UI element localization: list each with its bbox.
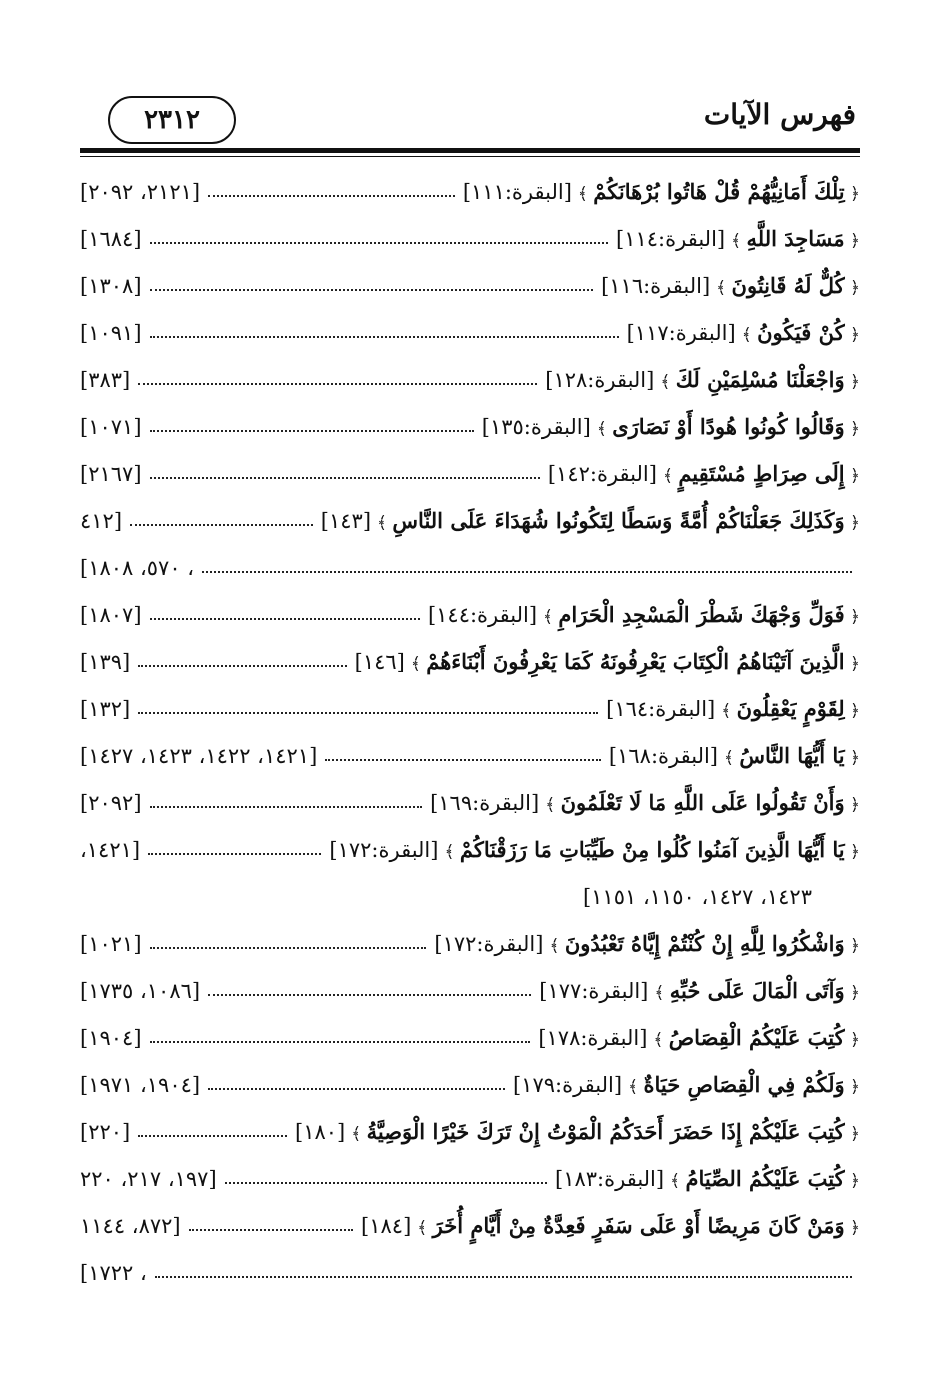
ornate-bracket-close-icon: ﴾ bbox=[724, 748, 740, 768]
entry-page-refs: [٢١٦٧] bbox=[80, 461, 142, 486]
ornate-bracket-open-icon: ﴿ bbox=[844, 983, 860, 1003]
index-entry bbox=[80, 403, 860, 450]
dot-leader bbox=[325, 759, 601, 761]
verse-text: وَقَالُوا كُونُوا هُودًا أَوْ نَصَارَى bbox=[612, 414, 845, 439]
verse-text: كُتِبَ عَلَيْكُمْ إِذَا حَضَرَ أَحَدَكُمُ الْمَوْتُ إِنْ تَرَكَ خَيْرًا الْوَصِيَّةُ bbox=[366, 1119, 845, 1144]
entry-page-refs: [١٩٠٤، ١٩٧١] bbox=[80, 1072, 201, 1097]
verse-text: الَّذِينَ آتَيْنَاهُمُ الْكِتَابَ يَعْرِفُونَهُ كَمَا يَعْرِفُونَ أَبْنَاءَهُمْ bbox=[426, 649, 845, 674]
dot-leader bbox=[138, 712, 598, 714]
verse-text: وَمَنْ كَانَ مَرِيضًا أَوْ عَلَى سَفَرٍ فَعِدَّةٌ مِنْ أَيَّامٍ أُخَرَ bbox=[432, 1213, 845, 1238]
verse-text: يَا أَيُّهَا النَّاسُ bbox=[739, 743, 845, 768]
entry-verse bbox=[549, 931, 860, 956]
dot-leader bbox=[138, 1135, 287, 1137]
ornate-bracket-close-icon: ﴾ bbox=[417, 1218, 433, 1238]
entry-verse bbox=[731, 226, 860, 251]
ornate-bracket-close-icon: ﴾ bbox=[543, 607, 559, 627]
ornate-bracket-close-icon: ﴾ bbox=[549, 936, 565, 956]
entry-citation: [البقرة:١٧٢] bbox=[329, 837, 439, 862]
entry-page-refs: [١٨٠٧] bbox=[80, 602, 142, 627]
verse-text: وَآتَى الْمَالَ عَلَى حُبِّهِ bbox=[669, 978, 845, 1003]
index-entry bbox=[80, 826, 860, 873]
verse-text: تِلْكَ أَمَانِيُّهُمْ قُلْ هَاتُوا بُرْهَانَكُمْ bbox=[593, 179, 845, 204]
ornate-bracket-close-icon: ﴾ bbox=[377, 513, 393, 533]
index-entry bbox=[80, 920, 860, 967]
entry-page-refs: [١٠٨٦، ١٧٣٥] bbox=[80, 978, 201, 1003]
verse-text: مَسَاجِدَ اللَّهِ bbox=[746, 226, 845, 251]
ornate-bracket-close-icon: ﴾ bbox=[410, 654, 427, 674]
verse-text: إِلَى صِرَاطٍ مُسْتَقِيمٍ bbox=[678, 461, 845, 486]
ornate-bracket-close-icon: ﴾ bbox=[628, 1077, 644, 1097]
entry-verse bbox=[417, 1213, 860, 1238]
verse-index-list bbox=[80, 168, 860, 1296]
verse-text: كُتِبَ عَلَيْكُمُ الْقِصَاصُ bbox=[668, 1025, 845, 1050]
index-entry-continuation bbox=[80, 1249, 860, 1296]
entry-verse bbox=[653, 1025, 860, 1050]
ornate-bracket-close-icon: ﴾ bbox=[654, 983, 670, 1003]
dot-leader bbox=[225, 1182, 547, 1184]
ornate-bracket-open-icon: ﴿ bbox=[844, 184, 860, 204]
ornate-bracket-close-icon: ﴾ bbox=[351, 1124, 367, 1144]
ornate-bracket-close-icon: ﴾ bbox=[653, 1030, 669, 1050]
entry-page-refs: [١٣٩] bbox=[80, 649, 131, 674]
entry-citation: [البقرة:١٧٨] bbox=[538, 1025, 648, 1050]
entry-verse bbox=[444, 837, 860, 862]
index-entry bbox=[80, 1108, 860, 1155]
header-rule-thick bbox=[80, 148, 860, 153]
verse-text: وَاشْكُرُوا لِلَّهِ إِنْ كُنْتُمْ إِيَّاهُ تَعْبُدُونَ bbox=[564, 931, 845, 956]
entry-page-refs: [١٩٠٤] bbox=[80, 1025, 142, 1050]
ornate-bracket-close-icon: ﴾ bbox=[721, 701, 737, 721]
ornate-bracket-open-icon: ﴿ bbox=[844, 654, 860, 674]
entry-citation: [١٨٤] bbox=[361, 1213, 412, 1238]
verse-text: فَوَلِّ وَجْهَكَ شَطْرَ الْمَسْجِدِ الْحَرَامِ bbox=[558, 602, 845, 627]
dot-leader bbox=[189, 1229, 353, 1231]
verse-text: كُنْ فَيَكُونُ bbox=[757, 320, 845, 345]
entry-page-refs: ١٤٢٣، ١٤٢٧، ١١٥٠، ١١٥١] bbox=[582, 884, 812, 909]
ornate-bracket-close-icon: ﴾ bbox=[670, 1171, 686, 1191]
index-entry bbox=[80, 638, 860, 685]
ornate-bracket-open-icon: ﴿ bbox=[844, 419, 860, 439]
entry-page-refs: [١٠٢١] bbox=[80, 931, 142, 956]
entry-verse bbox=[716, 273, 860, 298]
ornate-bracket-open-icon: ﴿ bbox=[844, 748, 860, 768]
ornate-bracket-open-icon: ﴿ bbox=[844, 1077, 860, 1097]
index-entry-continuation bbox=[80, 544, 860, 591]
entry-page-refs: ، ١٧٢٢] bbox=[80, 1260, 147, 1285]
entry-verse bbox=[543, 602, 860, 627]
dot-leader bbox=[150, 1041, 531, 1043]
entry-page-refs: [١٤٢١، bbox=[80, 837, 141, 862]
entry-page-refs: ، ٥٧٠، ١٨٠٨] bbox=[80, 555, 195, 580]
ornate-bracket-open-icon: ﴿ bbox=[844, 1218, 860, 1238]
dot-leader bbox=[150, 947, 427, 949]
verse-text: كُلٌّ لَهُ قَانِتُونَ bbox=[731, 273, 845, 298]
dot-leader bbox=[150, 477, 540, 479]
ornate-bracket-open-icon: ﴿ bbox=[844, 466, 860, 486]
entry-page-refs: [١٤٢١، ١٤٢٢، ١٤٢٣، ١٤٢٧] bbox=[80, 743, 318, 768]
dot-leader bbox=[150, 242, 608, 244]
header-rule-thin bbox=[80, 156, 860, 157]
dot-leader bbox=[208, 1088, 505, 1090]
entry-verse bbox=[377, 508, 860, 533]
dot-leader bbox=[138, 665, 346, 667]
index-entry bbox=[80, 779, 860, 826]
dot-leader bbox=[150, 430, 474, 432]
dot-leader bbox=[202, 571, 852, 573]
page-title: فهرس الآيات bbox=[703, 98, 856, 131]
index-entry bbox=[80, 1202, 860, 1249]
entry-citation: [البقرة:١٢٨] bbox=[545, 367, 655, 392]
index-entry bbox=[80, 450, 860, 497]
entry-citation: [البقرة:١٧٩] bbox=[512, 1072, 623, 1097]
index-entry bbox=[80, 1155, 860, 1202]
entry-verse bbox=[628, 1072, 860, 1097]
dot-leader bbox=[155, 1276, 852, 1278]
entry-verse bbox=[578, 179, 860, 204]
entry-verse bbox=[411, 649, 860, 674]
dot-leader bbox=[150, 618, 420, 620]
index-entry bbox=[80, 1061, 860, 1108]
dot-leader bbox=[150, 806, 423, 808]
ornate-bracket-close-icon: ﴾ bbox=[444, 842, 460, 862]
verse-text: كُتِبَ عَلَيْكُمُ الصِّيَامُ bbox=[685, 1166, 845, 1191]
entry-verse bbox=[545, 790, 860, 815]
entry-page-refs: [٢٠٩٢] bbox=[80, 790, 142, 815]
dot-leader bbox=[208, 994, 531, 996]
index-entry bbox=[80, 967, 860, 1014]
page-number-badge bbox=[108, 96, 236, 144]
entry-citation: [البقرة:١٣٥] bbox=[481, 414, 591, 439]
verse-text: وَكَذَلِكَ جَعَلْنَاكُمْ أُمَّةً وَسَطًا لِتَكُونُوا شُهَدَاءَ عَلَى النَّاسِ bbox=[392, 508, 845, 533]
dot-leader bbox=[150, 289, 594, 291]
index-entry bbox=[80, 497, 860, 544]
ornate-bracket-open-icon: ﴿ bbox=[844, 231, 860, 251]
entry-page-refs: [٣٨٣] bbox=[80, 367, 131, 392]
index-entry bbox=[80, 685, 860, 732]
entry-verse bbox=[654, 978, 860, 1003]
dot-leader bbox=[138, 383, 537, 385]
ornate-bracket-open-icon: ﴿ bbox=[844, 1124, 860, 1144]
dot-leader bbox=[208, 195, 455, 197]
dot-leader bbox=[150, 336, 619, 338]
ornate-bracket-open-icon: ﴿ bbox=[844, 372, 860, 392]
entry-citation: [١٨٠] bbox=[295, 1119, 346, 1144]
entry-verse bbox=[597, 414, 860, 439]
ornate-bracket-open-icon: ﴿ bbox=[844, 936, 860, 956]
entry-page-refs: [١٠٩١] bbox=[80, 320, 142, 345]
page-header bbox=[80, 92, 860, 148]
entry-citation: [البقرة:١٧٢] bbox=[434, 931, 544, 956]
ornate-bracket-open-icon: ﴿ bbox=[844, 325, 860, 345]
entry-verse bbox=[721, 696, 860, 721]
ornate-bracket-close-icon: ﴾ bbox=[545, 795, 561, 815]
verse-text: يَا أَيُّهَا الَّذِينَ آمَنُوا كُلُوا مِنْ طَيِّبَاتِ مَا رَزَقْنَاكُمْ bbox=[459, 837, 845, 862]
index-entry-continuation bbox=[80, 873, 860, 920]
entry-verse bbox=[663, 461, 860, 486]
entry-page-refs: [٢٢٠] bbox=[80, 1119, 131, 1144]
ornate-bracket-close-icon: ﴾ bbox=[662, 466, 679, 486]
entry-citation: [البقرة:١٨٣] bbox=[554, 1166, 665, 1191]
entry-page-refs: [٨٧٢، ١١٤٤ bbox=[80, 1213, 181, 1238]
ornate-bracket-open-icon: ﴿ bbox=[844, 1171, 860, 1191]
ornate-bracket-close-icon: ﴾ bbox=[660, 372, 676, 392]
ornate-bracket-open-icon: ﴿ bbox=[844, 278, 860, 298]
entry-page-refs: [١٠٧١] bbox=[80, 414, 142, 439]
entry-citation: [البقرة:١١٤] bbox=[616, 226, 726, 251]
ornate-bracket-open-icon: ﴿ bbox=[844, 1030, 860, 1050]
index-entry bbox=[80, 168, 860, 215]
entry-citation: [البقرة:١٦٩] bbox=[430, 790, 540, 815]
entry-page-refs: [١٣٢] bbox=[80, 696, 131, 721]
entry-verse bbox=[742, 320, 860, 345]
dot-leader bbox=[148, 853, 321, 855]
ornate-bracket-close-icon: ﴾ bbox=[731, 231, 747, 251]
verse-text: وَاجْعَلْنَا مُسْلِمَيْنِ لَكَ bbox=[675, 367, 845, 392]
entry-citation: [١٤٣] bbox=[320, 508, 372, 533]
entry-verse bbox=[670, 1166, 860, 1191]
ornate-bracket-close-icon: ﴾ bbox=[716, 278, 732, 298]
entry-citation: [البقرة:١٧٧] bbox=[539, 978, 649, 1003]
entry-citation: [البقرة:١١٦] bbox=[601, 273, 711, 298]
entry-page-refs: [٢١٢١، ٢٠٩٢] bbox=[80, 179, 201, 204]
entry-citation: [١٤٦] bbox=[354, 649, 405, 674]
index-entry bbox=[80, 356, 860, 403]
entry-citation: [البقرة:١٦٤] bbox=[606, 696, 716, 721]
index-entry bbox=[80, 215, 860, 262]
entry-page-refs: [١٩٧، ٢١٧، ٢٢٠ bbox=[80, 1166, 217, 1191]
entry-citation: [البقرة:١٤٤] bbox=[427, 602, 538, 627]
index-entry bbox=[80, 591, 860, 638]
index-entry bbox=[80, 1014, 860, 1061]
entry-citation: [البقرة:١١٧] bbox=[626, 320, 736, 345]
entry-page-refs: [١٦٨٤] bbox=[80, 226, 142, 251]
entry-verse bbox=[724, 743, 860, 768]
entry-citation: [البقرة:١١١] bbox=[462, 179, 572, 204]
index-entry bbox=[80, 262, 860, 309]
ornate-bracket-close-icon: ﴾ bbox=[577, 184, 594, 204]
ornate-bracket-close-icon: ﴾ bbox=[741, 325, 758, 345]
ornate-bracket-close-icon: ﴾ bbox=[596, 419, 613, 439]
ornate-bracket-open-icon: ﴿ bbox=[844, 607, 860, 627]
ornate-bracket-open-icon: ﴿ bbox=[844, 701, 860, 721]
entry-citation: [البقرة:١٦٨] bbox=[608, 743, 719, 768]
page-number: ٢٣١٢ bbox=[144, 105, 200, 135]
entry-page-refs: [١٣٠٨] bbox=[80, 273, 142, 298]
ornate-bracket-open-icon: ﴿ bbox=[844, 842, 860, 862]
entry-page-refs: [٤١٢ bbox=[80, 508, 123, 533]
ornate-bracket-open-icon: ﴿ bbox=[844, 513, 860, 533]
entry-citation: [البقرة:١٤٢] bbox=[547, 461, 657, 486]
entry-verse bbox=[660, 367, 860, 392]
entry-verse bbox=[351, 1119, 860, 1144]
ornate-bracket-open-icon: ﴿ bbox=[844, 795, 860, 815]
verse-text: وَلَكُمْ فِي الْقِصَاصِ حَيَاةٌ bbox=[643, 1072, 845, 1097]
index-entry bbox=[80, 309, 860, 356]
index-entry bbox=[80, 732, 860, 779]
dot-leader bbox=[130, 524, 313, 526]
verse-text: وَأَنْ تَقُولُوا عَلَى اللَّهِ مَا لَا تَعْلَمُونَ bbox=[560, 790, 845, 815]
verse-text: لِقَوْمٍ يَعْقِلُونَ bbox=[736, 696, 845, 721]
